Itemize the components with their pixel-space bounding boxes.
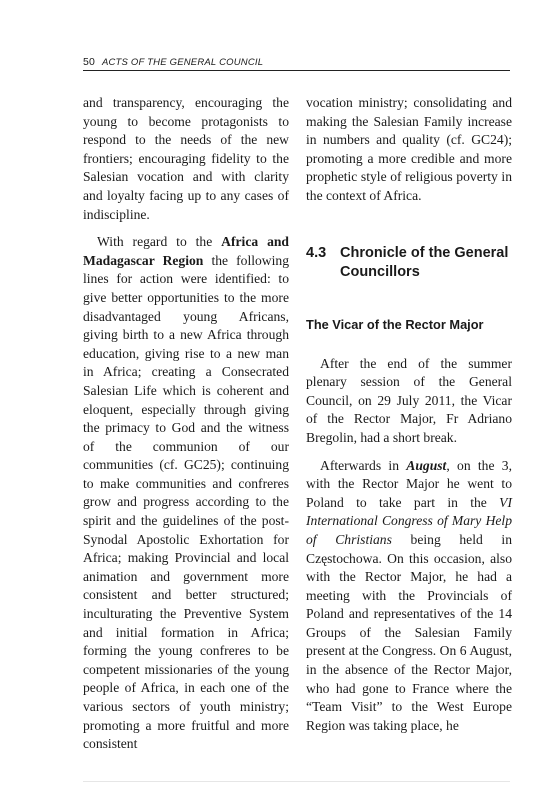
congress-title: VI International Congress of Mary Help of Christians: [306, 494, 512, 547]
text-run: being held in Częstochowa. On this occasion, also with the Rector Major, he had a meeting with the Provincials of Poland and representatives of the 14 Groups of the Salesian Family present at the Congress. On 6 August, in the absence of the Rector Major, who had gone to France where the “Team Visit” to the West Europe Region was taking place, he: [306, 531, 513, 733]
paragraph: and transparency, encouraging the young to become protagonists to respond to the needs of the new frontiers; encouraging fidelity to the Salesian vocation and with clarity and loyalty facing up to any cases of indiscipline.: [83, 95, 289, 222]
text-run: , on the 3, with the Rector Major he went to Poland to take part in the: [306, 457, 512, 510]
left-column: [83, 94, 289, 754]
right-column: [306, 94, 512, 735]
page-number: 50: [83, 56, 96, 68]
paragraph: vocation ministry; consolidating and making the Salesian Family increase in numbers and quality (cf. GC24); promoting a more credible and more prophetic style of religious poverty in the context of Africa.: [306, 95, 512, 203]
subsection-heading: The Vicar of the Rector Major: [306, 316, 484, 332]
running-header: [83, 56, 510, 71]
paragraph-august: [306, 457, 512, 736]
text-run: Afterwards in: [320, 457, 407, 473]
region-name: Africa and Madagascar Region: [83, 234, 289, 268]
text-run: With regard to the: [97, 234, 222, 250]
running-title: ACTS OF THE GENERAL COUNCIL: [101, 57, 264, 68]
section-heading: [306, 244, 512, 282]
bottom-rule: [83, 781, 510, 782]
section-title: Chronicle of the General Councillors: [340, 244, 509, 280]
section-number: 4.3: [306, 244, 327, 261]
paragraph-africa-region: [83, 233, 289, 754]
paragraph: After the end of the summer plenary session of the General Council, on 29 July 2011, the Vicar of the Rector Major, Fr Adriano Bregolin, had a short break.: [306, 355, 512, 445]
month-august: August: [406, 457, 447, 473]
text-run: the following lines for action were identified: to give better opportunities to the more disadvantaged young Africans, giving birth to a new Africa through education, giving rise to a new man in Africa; creating a Consecrated Salesian Life which is coherent and eloquent, especially through giving the primacy to God and the witness of the communion of our communities (cf. GC25); continuing to make communities and confreres grow and progress according to the spirit and the guidelines of the post-Synodal Apostolic Exhortation for Africa; making Provincial and local animation and government more consistent and better structured; inculturating the Preventive System and initial formation in Africa; forming the young confreres to be competent missionaries of the young people of Africa, in each one of the various sectors of youth ministry; promoting a more fruitful and more consistent: [83, 252, 289, 752]
